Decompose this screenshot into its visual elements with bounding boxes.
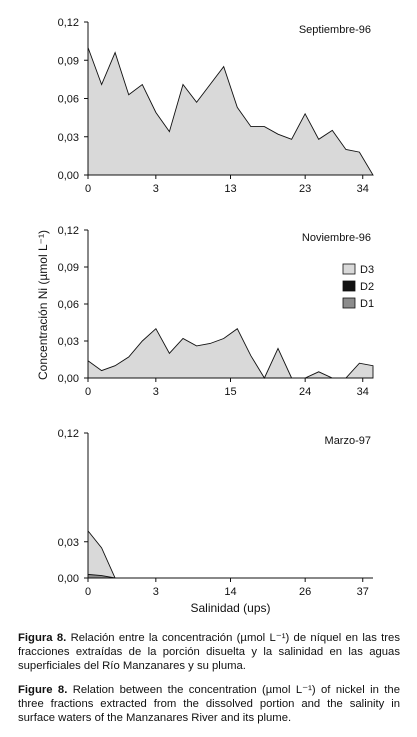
y-tick-label: 0,00 [57, 573, 79, 585]
x-tick-label: 15 [224, 386, 237, 398]
y-tick-label: 0,03 [57, 131, 79, 144]
x-tick-label: 14 [224, 586, 237, 598]
x-tick-label: 3 [152, 386, 159, 398]
x-tick-label: 3 [152, 183, 159, 195]
caption-spanish-label: Figura 8. [18, 632, 67, 644]
caption-english [18, 683, 400, 725]
caption-spanish-text: Relación entre la concentración (µmol L⁻¹) de níquel en las tres fracciones extraídas de la porción disuelta y la salinidad en las aguas superficiales del Río Manzanares y su pluma. [18, 632, 400, 672]
chart-panel-1 [58, 17, 373, 195]
x-tick-label: 3 [152, 586, 159, 598]
legend-label-d3: D3 [360, 264, 375, 276]
y-tick-label: 0,03 [57, 336, 79, 348]
y-tick-label: 0,12 [57, 17, 79, 29]
y-tick-label: 0,00 [57, 373, 79, 385]
series-area-d3 [88, 329, 373, 378]
y-tick-label: 0,12 [57, 225, 79, 237]
x-tick-label: 34 [356, 183, 369, 195]
y-tick-label: 0,06 [57, 299, 79, 311]
legend-swatch-d3 [343, 264, 355, 274]
chart-title: Noviembre-96 [301, 232, 371, 244]
legend-swatch-d2 [343, 281, 355, 291]
caption-english-text: Relation between the concentration (µmol L⁻¹) of nickel in the three fractions extracted from the dissolved portion and the salinity in surface waters of the Manzanares River and its plume. [18, 684, 400, 724]
x-tick-label: 0 [84, 586, 92, 598]
chart-panel-3 [58, 428, 373, 615]
x-tick-label: 37 [356, 586, 369, 598]
caption-spanish [18, 631, 400, 673]
chart-panel-2 [58, 225, 374, 398]
x-axis-label: Salinidad (ups) [190, 601, 271, 615]
x-tick-label: 13 [224, 183, 237, 195]
x-tick-label: 24 [299, 386, 312, 398]
series-area-d1 [88, 574, 373, 578]
legend-label-d1: D1 [360, 298, 375, 310]
legend-swatch-d1 [343, 298, 355, 308]
chart-title: Septiembre-96 [298, 24, 371, 36]
legend-label-d2: D2 [360, 281, 375, 293]
x-tick-label: 23 [299, 183, 312, 195]
y-tick-label: 0,12 [57, 428, 79, 440]
x-tick-label: 34 [356, 386, 369, 398]
y-tick-label: 0,09 [57, 55, 79, 68]
y-tick-label: 0,06 [57, 93, 79, 106]
x-tick-label: 0 [84, 183, 92, 195]
y-tick-label: 0,03 [57, 536, 79, 549]
series-area-d3 [88, 531, 373, 578]
y-tick-label: 0,00 [57, 170, 79, 182]
y-axis-label: Concentración Ni (µmol L⁻¹) [36, 230, 50, 380]
x-tick-label: 26 [299, 586, 312, 598]
series-area-d3 [88, 48, 373, 176]
y-tick-label: 0,09 [57, 262, 79, 274]
chart-title: Marzo-97 [324, 435, 371, 447]
x-tick-label: 0 [84, 386, 92, 398]
caption-english-label: Figure 8. [18, 684, 68, 696]
